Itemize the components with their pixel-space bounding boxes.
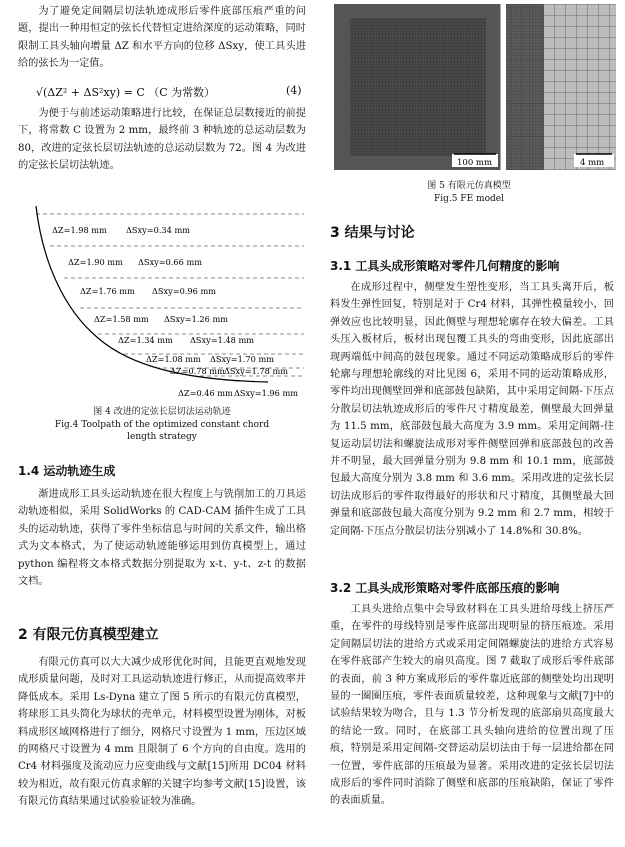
fig4-dz-4: ΔZ=1.58 mm: [94, 314, 149, 324]
fig4-ds-1: ΔSxy=0.34 mm: [126, 225, 190, 235]
fig4-ds-3: ΔSxy=0.96 mm: [152, 286, 216, 296]
section-2-title: 2 有限元仿真模型建立: [18, 627, 159, 643]
equation-number: (4): [286, 84, 302, 97]
paragraph-comparison: 为便于与前述运动策略进行比较，在保证总层数接近的前提下，将常数 C 设置为 2 mm，最终前 3 种轨迹的总运动层数为 80，改进的定弦长层切法轨迹的总运动层数为 72。图 4 为改进的定弦长层切法轨迹。: [18, 108, 306, 172]
fig4-caption-en-2: length strategy: [127, 432, 197, 442]
fig4-dz-5: ΔZ=1.34 mm: [118, 335, 173, 345]
paragraph-geometric-accuracy: 在成形过程中，侧壁发生塑性变形，当工具头离开后，板料发生弹性回复，特别是对于 Cr4 材料，其弹性模量较小，回弹效应也比较明显，因此侧壁与理想轮廓存在较大偏差。工具头压入板材后，板材出现包覆工具头的弯曲变形，因此底部出现两端低中间高的鼓包现象。通过不同运动策略成形后的零件轮廓与理想轮廓线的对比见图 6，采用不同的运动策略成形，零件均出现侧壁回弹和底部鼓包缺陷，其中采用定间隔-下压点分散层切法轨迹成形后的零件尺寸精度最差，侧壁最大回弹量为 11.5 mm，底部鼓包最大高度为 3.9 mm。采用定间隔-往复运动层切法和螺旋法成形对零件侧壁回弹和底部鼓包的改善并不明显，最大回弹量分别为 9.8 mm 和 10.1 mm，底部鼓包最大高度分别为 3.8 mm 和 3.6 mm。采用改进的定弦长层切法成形后的零件取得最好的形状和尺寸精度，其侧壁最大回弹量和底部鼓包最大高度分别为 9.2 mm 和 2.7 mm，相较于定间隔-下压点分散层切法分别减小了 14.8%和 30.8%。: [330, 282, 614, 537]
figure-5-caption: [324, 180, 614, 205]
fig4-dz-1: ΔZ=1.98 mm: [52, 225, 107, 235]
fig4-ds-2: ΔSxy=0.66 mm: [138, 257, 202, 267]
fig4-caption-cn: 图 4 改进的定弦长层切法运动轨迹: [93, 407, 231, 417]
paragraph-trajectory-generation: 渐进成形工具头运动轨迹在很大程度上与铣削加工的刀具运动轨迹相似，采用 SolidWorks 的 CAD-CAM 插件生成了工具头的运动轨迹，获得了零件坐标信息与时间的关系文件，输出格式为文本格式，为了使运动轨迹能够运用到仿真模型上，通过 python 编程将文本格式数据分别提取为 x-t、y-t、z-t 的数据文档。: [18, 489, 306, 588]
fig4-caption-en-1: Fig.4 Toolpath of the optimized constant chord: [54, 419, 270, 430]
fig5-caption-en: Fig.5 FE model: [434, 193, 504, 204]
fig4-ds-8: ΔSxy=1.96 mm: [234, 388, 298, 398]
section-3-title: 3 结果与讨论: [330, 225, 415, 241]
figure-4-caption: [18, 406, 306, 444]
paragraph-bottom-indentation: 工具头进给点集中会导致材料在工具头进给母线上挤压严重，在零件的母线特别是零件底部出现明显的挤压痕迹。采用定间隔层切法的进给方式或采用定间隔螺旋法的进给方式容易在零件底部产生较大的扇贝高度。图 7 截取了成形后零件底部的表面，前 3 种方案成形后的零件靠近底部的侧壁处均出现明显的一圈圈压痕，零件表面质量较差，这种现象与文献[7]中的试验结果较为吻合，且与 1.3 节分析发现的底部扇贝高度最大的结论一致。同时，在底部工具头轴向进给的位置出现了压痕，特别是采用定间隔-交替运动层切法由于每一层进给都在同一位置，零件底部的压痕最为显著。采用改进的定弦长层切法成形后的零件同时消除了侧壁和底部的压痕缺陷，保证了零件的表面质量。: [330, 604, 614, 807]
fe-mesh-zoom-fine: [506, 4, 544, 170]
equation-4: [36, 84, 215, 100]
fig4-dz-7: ΔZ=0.78 mm: [170, 366, 225, 376]
fig4-dz-3: ΔZ=1.76 mm: [80, 286, 135, 296]
fe-forming-region-mesh: [350, 18, 486, 156]
fig4-dz-6: ΔZ=1.08 mm: [146, 354, 201, 364]
fig4-dz-8: ΔZ=0.46 mm: [178, 388, 233, 398]
fig4-ds-6: ΔSxy=1.70 mm: [210, 354, 274, 364]
fig4-dz-2: ΔZ=1.90 mm: [68, 257, 123, 267]
fig5-caption-cn: 图 5 有限元仿真模型: [427, 181, 511, 191]
scale-bar-left-label: 100 mm: [457, 158, 493, 168]
scale-bar-right-label: 4 mm: [580, 158, 605, 168]
figure-4-toolpath: [28, 198, 306, 406]
section-1-4-title: 1.4 运动轨迹生成: [18, 464, 116, 478]
paragraph-fe-model: 有限元仿真可以大大减少成形优化时间，且能更直观地发现成形质量问题，及时对工具运动轨迹进行修正，从而提高效率并降低成本。采用 Ls-Dyna 建立了图 5 所示的有限元仿真模型，将球形工具头简化为球状的壳单元，材料模型设置为刚体，对板料成形区域网格进行了细分，网格尺寸设置为 1 mm，压边区域的网格尺寸设置为 4 mm 且限制了 6 个方向的自由度。选用的 Cr4 材料强度及流动应力应变曲线与文献[15]所用 DC04 材料较为相近，故有限元仿真求解的关键字均参考文献[15]设置，该有限元仿真结果通过试验验证较为准确。: [18, 657, 306, 808]
equation-body: √(ΔZ² + ΔS²xy) = C （C 为常数）: [36, 86, 216, 99]
section-3-1-title: 3.1 工具头成形策略对零件几何精度的影响: [330, 259, 560, 273]
fig4-ds-4: ΔSxy=1.26 mm: [164, 314, 228, 324]
fig4-ds-7: ΔSxy=1.78 mm: [224, 366, 288, 376]
figure-5-fe-model: [334, 4, 616, 170]
fig4-ds-5: ΔSxy=1.48 mm: [190, 335, 254, 345]
paragraph-constant-chord-intro: 为了避免定间隔层切法轨迹成形后零件底部压痕严重的问题，提出一种用恒定的弦长代替恒定进给深度的运动策略，同时限制工具头轴向增量 ΔZ 和水平方向的位移 ΔSxy，使工具头进给的弦长为一定值。: [18, 6, 306, 70]
fe-mesh-graphic: [334, 4, 616, 170]
section-3-2-title: 3.2 工具头成形策略对零件底部压痕的影响: [330, 581, 560, 595]
